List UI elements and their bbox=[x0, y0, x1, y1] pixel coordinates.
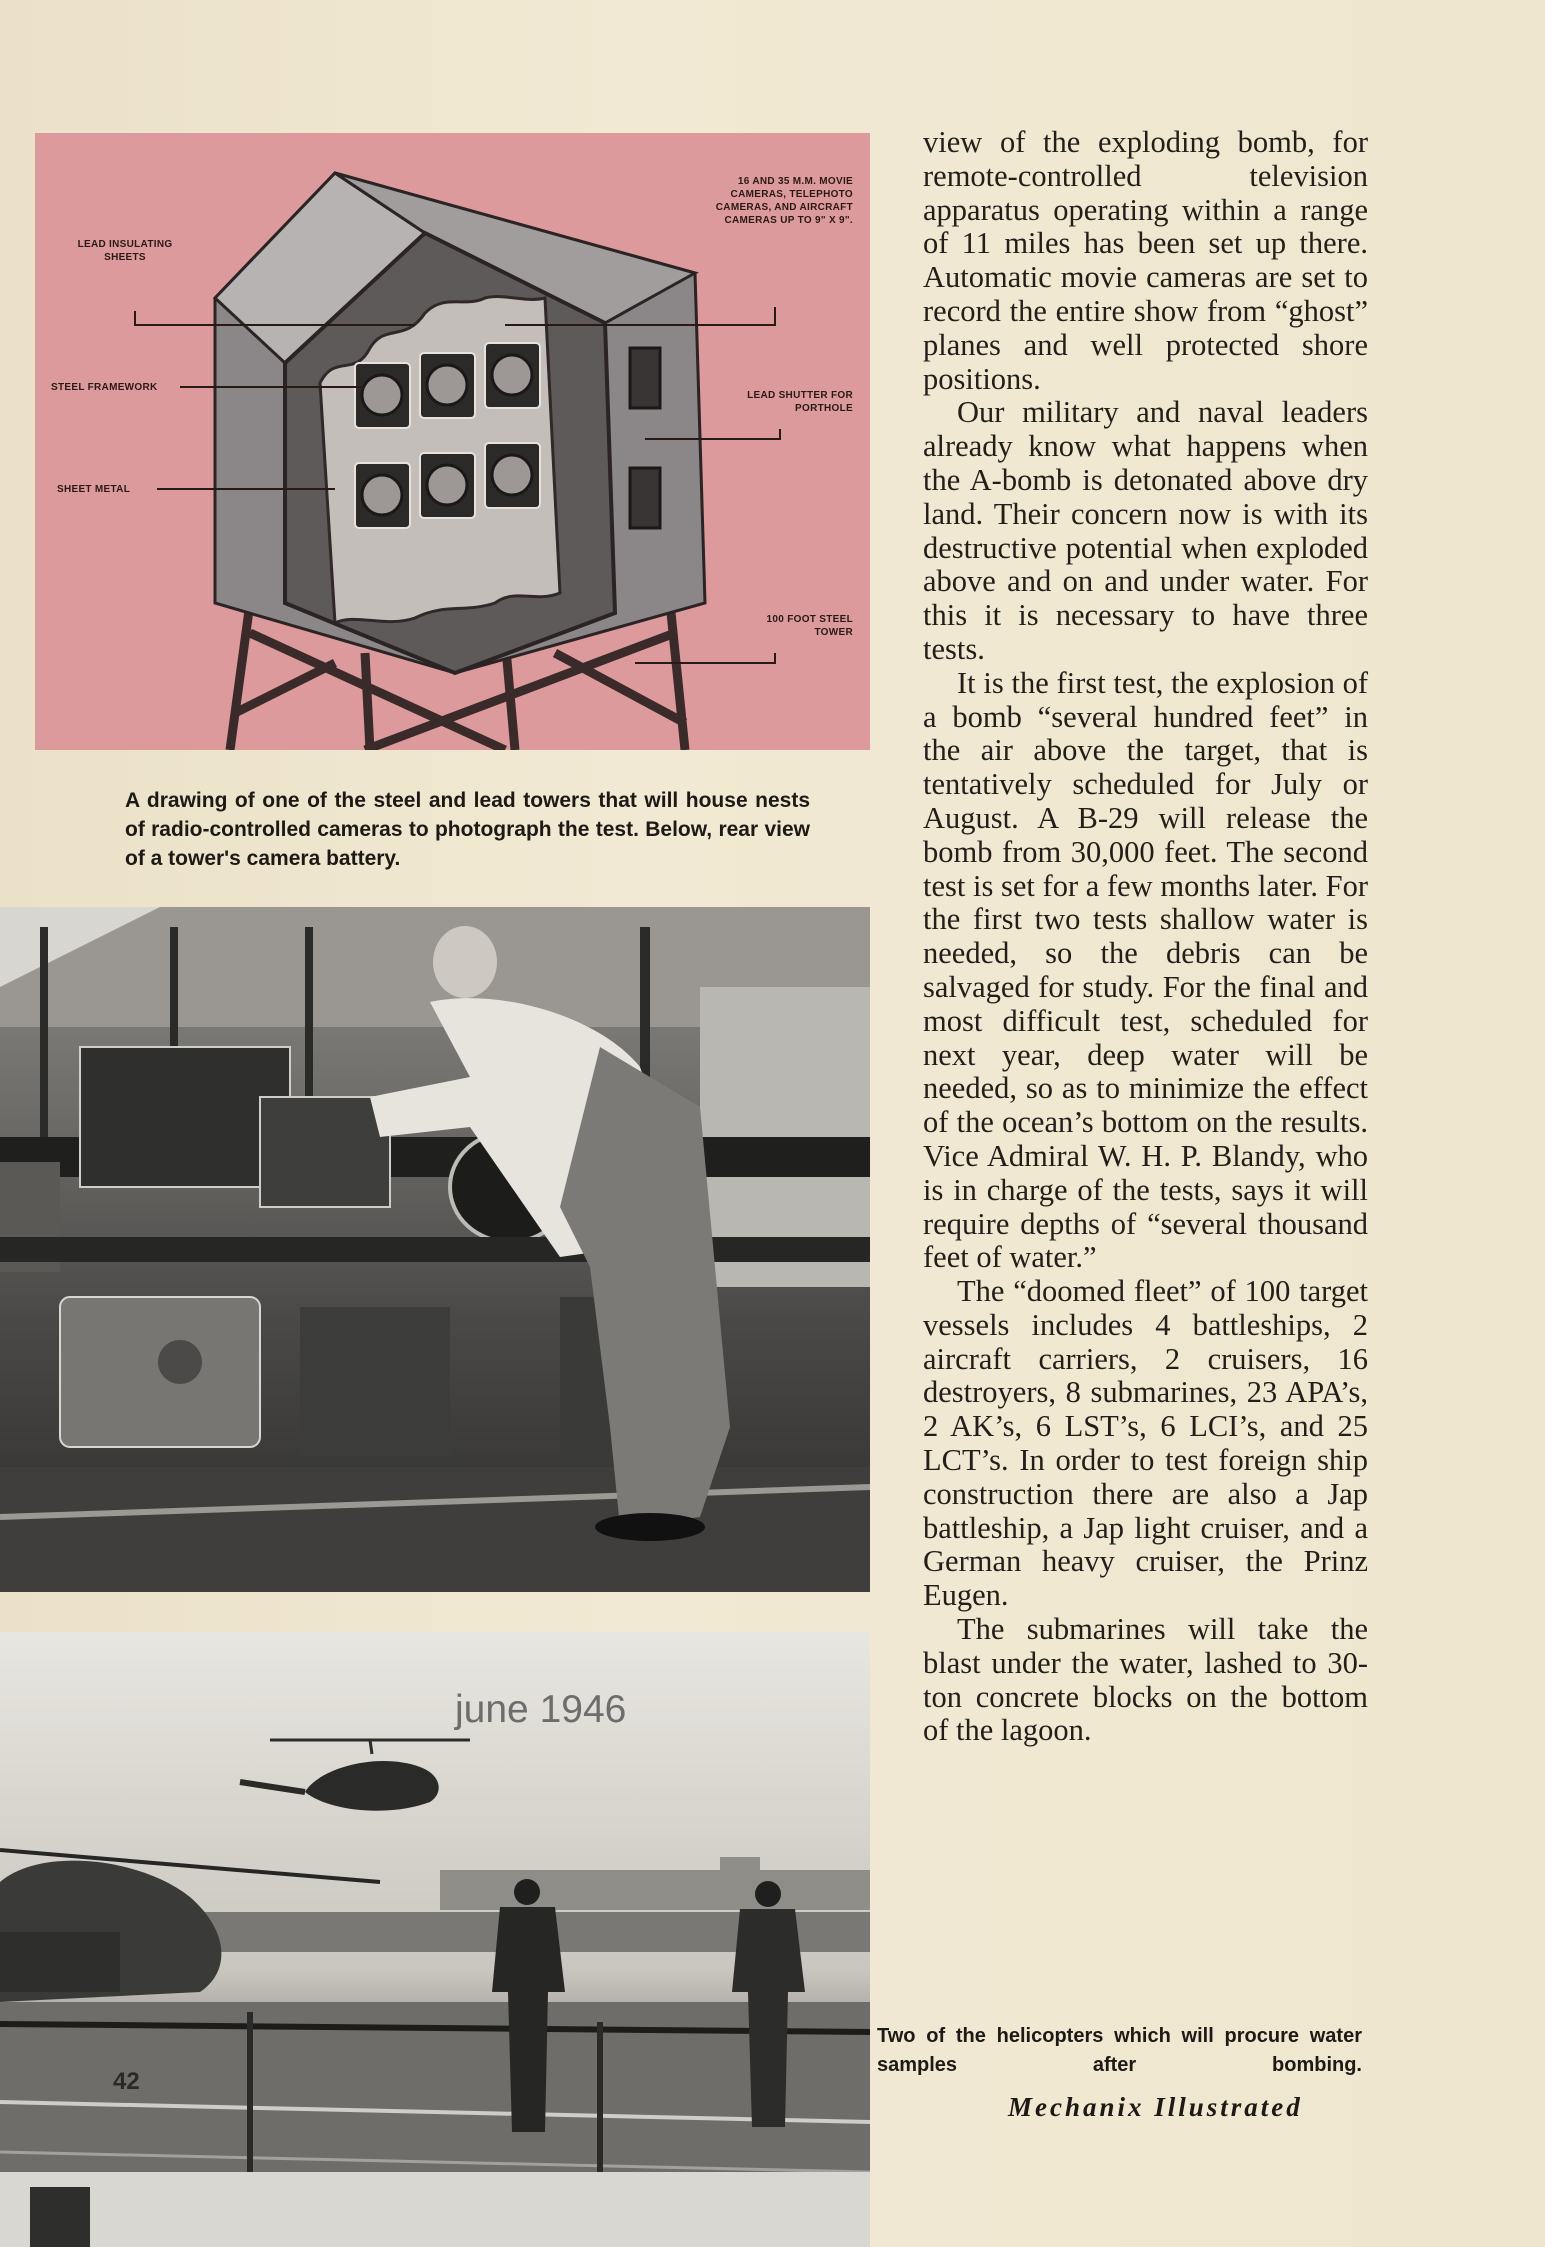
helicopters-scene bbox=[0, 1632, 870, 2247]
article-text-column bbox=[923, 126, 1368, 1748]
article-paragraph: The submarines will take the blast under the water, lashed to 30-ton concrete blocks on the bottom of the lagoon. bbox=[923, 1612, 1368, 1748]
label-lead-shutter: LEAD SHUTTER FOR PORTHOLE bbox=[747, 390, 853, 414]
label-lead-insulating-sheets: LEAD INSULATING SHEETS bbox=[77, 239, 173, 263]
page-number: 42 bbox=[113, 2068, 140, 2095]
label-steel-framework: STEEL FRAMEWORK bbox=[51, 382, 158, 393]
helicopters-caption: Two of the helicopters which will procure water samples after bombing. bbox=[877, 2025, 1362, 2076]
label-steel-tower: 100 FOOT STEEL TOWER bbox=[766, 614, 853, 638]
article-paragraph: view of the exploding bomb, for remote-controlled television apparatus operating within a range of 11 miles has been set up there. Automatic movie cameras are set to record the entire show from “ghost” planes and well protected shore positions. bbox=[923, 125, 1368, 396]
drawing-caption: A drawing of one of the steel and lead towers that will house nests of radio-controlled cameras to photograph the test. Below, rear view of a tower's camera battery. bbox=[125, 789, 810, 870]
article-paragraph: The “doomed fleet” of 100 target vessels includes 4 battleships, 2 aircraft carriers, 2 cruisers, 16 destroyers, 8 submarines, 23 APA’s, 2 AK’s, 6 LST’s, 6 LCI’s, and 25 LCT’s. In order to test foreign ship construction there are also a Jap battleship, a Jap light cruiser, and a German heavy cruiser, the Prinz Eugen. bbox=[923, 1274, 1368, 1613]
handwritten-date-note: june 1946 bbox=[455, 1688, 627, 1731]
camera-battery-photo bbox=[0, 907, 870, 1592]
label-cameras: 16 AND 35 M.M. MOVIE CAMERAS, TELEPHOTO CAMERAS, AND AIRCRAFT CAMERAS UP TO 9" X 9". bbox=[715, 176, 853, 226]
helicopters-photo bbox=[0, 1632, 870, 2247]
magazine-title-footer: Mechanix Illustrated bbox=[1008, 2092, 1303, 2122]
label-sheet-metal: SHEET METAL bbox=[57, 484, 131, 495]
article-paragraph: It is the first test, the explosion of a bomb “several hundred feet” in the air above the target, that is tentatively scheduled for July or August. A B-29 will release the bomb from 30,000 feet. The second test is set for a few months later. For the first two tests shallow water is needed, so the debris can be salvaged for study. For the final and most difficult test, scheduled for next year, deep water will be needed, so as to minimize the effect of the ocean’s bottom on the results. Vice Admiral W. H. P. Blandy, who is in charge of the tests, says it will require depths of “several thousand feet of water.” bbox=[923, 665, 1368, 1275]
article-paragraph: Our military and naval leaders already know what happens when the A-bomb is detonated above dry land. Their concern now is with its destructive potential when exploded above and on and under water. For this it is necessary to have three tests. bbox=[923, 395, 1368, 666]
camera-battery-scene bbox=[0, 907, 870, 1592]
tower-cutaway-drawing bbox=[35, 133, 870, 750]
